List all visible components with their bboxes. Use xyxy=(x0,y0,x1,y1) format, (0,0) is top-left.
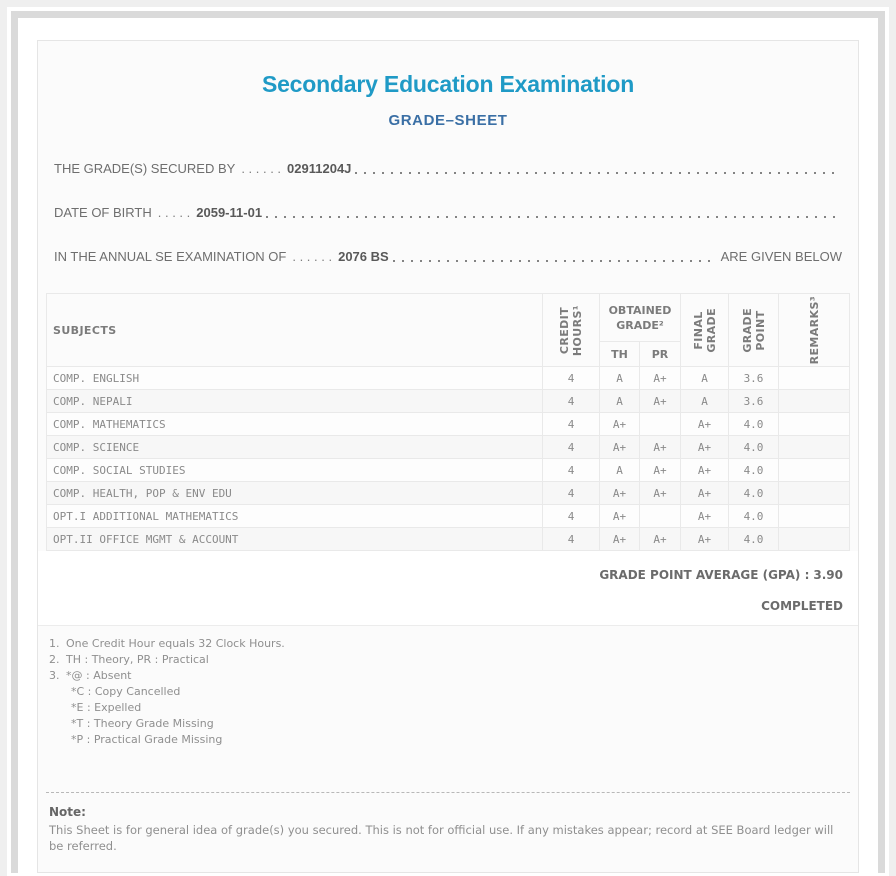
theory-grade-cell: A xyxy=(600,459,640,482)
credit-cell: 4 xyxy=(543,436,600,459)
remarks-cell xyxy=(779,413,850,436)
table-row xyxy=(47,459,850,482)
grades-table xyxy=(46,293,850,551)
final-grade-cell: A+ xyxy=(681,459,729,482)
remarks-cell xyxy=(779,528,850,551)
credit-hours-column-header: CREDIT HOURS¹ xyxy=(543,294,600,367)
final-grade-cell: A+ xyxy=(681,413,729,436)
grade-point-cell: 4.0 xyxy=(729,413,779,436)
table-row xyxy=(47,390,850,413)
final-grade-cell: A+ xyxy=(681,505,729,528)
credit-cell: 4 xyxy=(543,367,600,390)
dot-separator: . . . . . . xyxy=(292,249,333,264)
grades-secured-by-label: THE GRADE(S) SECURED BY xyxy=(54,161,236,176)
footnote-item xyxy=(49,636,847,652)
dot-separator: . . . . . xyxy=(157,205,191,220)
gpa-label: GRADE POINT AVERAGE (GPA) : xyxy=(599,568,810,583)
theory-grade-cell: A xyxy=(600,367,640,390)
grades-table-header xyxy=(47,294,850,367)
final-grade-cell: A+ xyxy=(681,436,729,459)
subject-cell: OPT.II OFFICE MGMT & ACCOUNT xyxy=(47,528,543,551)
gpa-value: 3.90 xyxy=(813,568,843,583)
practical-grade-cell xyxy=(640,505,681,528)
dotted-leader xyxy=(266,205,838,223)
subject-cell: COMP. SCIENCE xyxy=(47,436,543,459)
final-grade-cell: A+ xyxy=(681,528,729,551)
page-title: Secondary Education Examination xyxy=(261,71,635,97)
table-row xyxy=(47,505,850,528)
examination-year-line xyxy=(54,249,842,267)
remarks-cell xyxy=(779,482,850,505)
credit-cell: 4 xyxy=(543,505,600,528)
remarks-cell xyxy=(779,390,850,413)
remarks-cell xyxy=(779,505,850,528)
dashed-divider xyxy=(46,792,850,793)
dotted-leader xyxy=(355,161,838,179)
theory-grade-cell: A+ xyxy=(600,528,640,551)
credit-cell: 4 xyxy=(543,528,600,551)
practical-grade-cell: A+ xyxy=(640,528,681,551)
footnote-item xyxy=(49,652,847,668)
footnote-text: *T : Theory Grade Missing xyxy=(71,717,214,731)
credit-cell: 4 xyxy=(543,482,600,505)
practical-grade-cell: A+ xyxy=(640,482,681,505)
table-row xyxy=(47,367,850,390)
symbol-number-value: 02911204J xyxy=(287,161,352,176)
remarks-column-header: REMARKS³ xyxy=(779,294,850,367)
credit-cell: 4 xyxy=(543,459,600,482)
remarks-cell xyxy=(779,459,850,482)
final-grade-cell: A xyxy=(681,367,729,390)
subjects-column-header: SUBJECTS xyxy=(47,294,543,367)
credit-cell: 4 xyxy=(543,413,600,436)
status-label: COMPLETED xyxy=(761,599,843,614)
theory-grade-cell: A+ xyxy=(600,436,640,459)
grade-point-cell: 4.0 xyxy=(729,505,779,528)
footnote-text: One Credit Hour equals 32 Clock Hours. xyxy=(66,637,285,651)
subject-cell: COMP. NEPALI xyxy=(47,390,543,413)
page-subtitle: GRADE–SHEET xyxy=(388,112,508,129)
subject-cell: COMP. MATHEMATICS xyxy=(47,413,543,436)
table-row xyxy=(47,413,850,436)
examination-year-value: 2076 BS xyxy=(338,249,389,264)
remarks-cell xyxy=(779,436,850,459)
footnote-item xyxy=(49,668,847,748)
theory-subcolumn-header: TH xyxy=(600,342,640,367)
subject-cell: COMP. ENGLISH xyxy=(47,367,543,390)
footnote-number: 2. xyxy=(49,653,60,667)
date-of-birth-value: 2059-11-01 xyxy=(196,205,263,220)
gpa-line xyxy=(53,568,843,582)
theory-grade-cell: A xyxy=(600,390,640,413)
obtained-grade-column-header: OBTAINED GRADE² xyxy=(600,294,681,342)
grade-sheet-panel xyxy=(37,40,859,873)
date-of-birth-label: DATE OF BIRTH xyxy=(54,205,152,220)
grade-point-cell: 4.0 xyxy=(729,528,779,551)
date-of-birth-line xyxy=(54,205,842,223)
footnote-number: 1. xyxy=(49,637,60,651)
footnote-number: 3. xyxy=(49,669,60,683)
footnotes-list xyxy=(46,636,850,748)
footnote-text: *C : Copy Cancelled xyxy=(71,685,181,699)
note-body: This Sheet is for general idea of grade(s) you secured. This is not for official use. If any mistakes appear; record at SEE Board ledger will be referred. xyxy=(49,823,834,854)
footnote-text: *E : Expelled xyxy=(71,701,142,715)
table-row xyxy=(47,528,850,551)
subject-cell: COMP. SOCIAL STUDIES xyxy=(47,459,543,482)
grades-table-body xyxy=(47,367,850,551)
grade-point-column-header: GRADE POINT xyxy=(729,294,779,367)
window xyxy=(11,11,885,873)
dotted-leader xyxy=(393,249,715,267)
subject-cell: OPT.I ADDITIONAL MATHEMATICS xyxy=(47,505,543,528)
final-grade-cell: A+ xyxy=(681,482,729,505)
theory-grade-cell: A+ xyxy=(600,482,640,505)
footnote-text: *P : Practical Grade Missing xyxy=(71,733,223,747)
practical-grade-cell: A+ xyxy=(640,367,681,390)
grade-point-cell: 3.6 xyxy=(729,390,779,413)
remarks-cell xyxy=(779,367,850,390)
footnote-text: TH : Theory, PR : Practical xyxy=(66,653,209,667)
final-grade-cell: A xyxy=(681,390,729,413)
grades-secured-by-line xyxy=(54,161,842,179)
grade-point-cell: 4.0 xyxy=(729,436,779,459)
footnote-text: *@ : Absent xyxy=(66,669,132,683)
practical-grade-cell: A+ xyxy=(640,436,681,459)
note-title: Note: xyxy=(49,805,86,820)
examination-of-label: IN THE ANNUAL SE EXAMINATION OF xyxy=(54,249,287,264)
practical-grade-cell xyxy=(640,413,681,436)
grade-point-cell: 3.6 xyxy=(729,367,779,390)
theory-grade-cell: A+ xyxy=(600,505,640,528)
table-row xyxy=(47,436,850,459)
theory-grade-cell: A+ xyxy=(600,413,640,436)
credit-cell: 4 xyxy=(543,390,600,413)
practical-grade-cell: A+ xyxy=(640,390,681,413)
practical-subcolumn-header: PR xyxy=(640,342,681,367)
note-section xyxy=(46,804,850,864)
are-given-below-label: ARE GIVEN BELOW xyxy=(720,249,842,264)
practical-grade-cell: A+ xyxy=(640,459,681,482)
table-row xyxy=(47,482,850,505)
grade-point-cell: 4.0 xyxy=(729,482,779,505)
summary-section xyxy=(38,551,858,626)
grade-point-cell: 4.0 xyxy=(729,459,779,482)
subject-cell: COMP. HEALTH, POP & ENV EDU xyxy=(47,482,543,505)
intro-lines xyxy=(46,161,850,267)
final-grade-column-header: FINAL GRADE xyxy=(681,294,729,367)
dot-separator: . . . . . . xyxy=(241,161,282,176)
